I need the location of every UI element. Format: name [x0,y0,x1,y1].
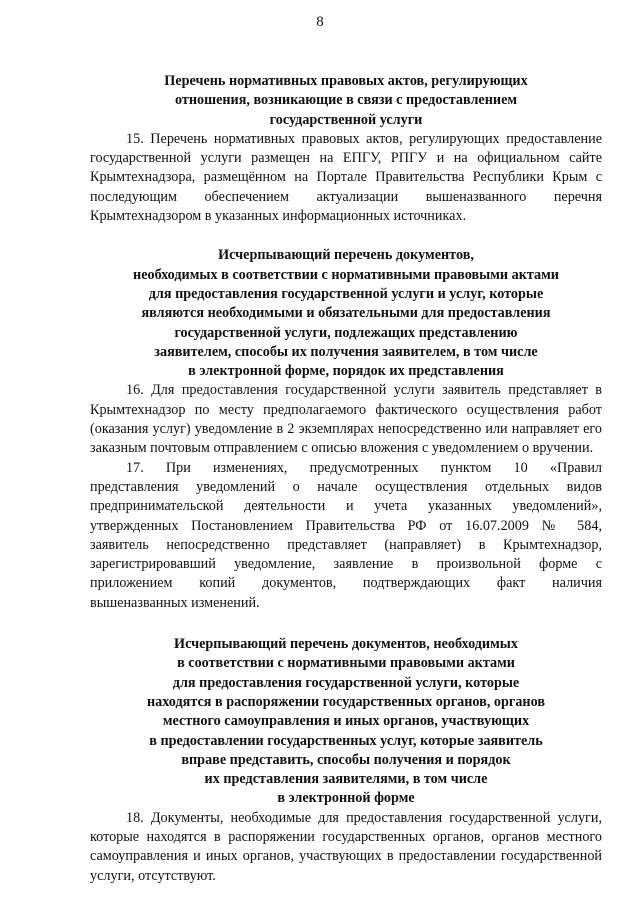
document-body [90,72,602,886]
paragraph-line: приложением копий документов, подтверждающих факт наличия [90,575,602,592]
heading-line: являются необходимыми и обязательными для предоставления [141,305,551,322]
page-number: 8 [316,14,324,30]
heading-line: вправе представить, способы получения и порядок [181,751,511,768]
paragraph-15: 15. Перечень нормативных правовых актов, регулирующих предоставление государственной услуги размещен на ЕПГУ, РПГУ и на официальном сайте Крымтехнадзора, размещённом на Портале Правительства Республики Крым с последующим обеспечением актуализации вышеназванного перечня Крымтехнадзором в указанных информационных источниках. [90,130,602,225]
heading-line: в электронной форме [277,790,415,807]
heading-line: в соответствии с нормативными правовыми актами [177,655,515,672]
heading-line: для предоставления государственной услуги и услуг, которые [148,285,544,302]
paragraph-line: 17. При изменениях, предусмотренных пунктом 10 «Правил [126,459,602,476]
heading-line: их представления заявителями, в том числе [204,771,488,788]
paragraph-line: вышеназванных изменений. [90,594,260,611]
section-heading-required-documents [90,246,602,381]
section-heading-documents-in-agencies [90,635,602,809]
paragraph-line: зарегистрировавший уведомление, заявление в произвольной форме с [90,556,602,573]
heading-line: Исчерпывающий перечень документов, [218,247,474,264]
paragraph-line: утвержденных Постановлением Правительства РФ от 16.07.2009 № 584, [90,517,602,534]
paragraph-line: заявитель непосредственно представляет (направляет) в Крымтехнадзор, [90,536,602,553]
paragraph-line: представления уведомлений о начале осуществления отдельных видов [90,478,602,495]
heading-line: для предоставления государственной услуги, которые [172,674,520,691]
paragraph-17 [90,459,602,613]
heading-line: Исчерпывающий перечень документов, необходимых [174,636,518,653]
heading-line: в предоставлении государственных услуг, которые заявитель [149,732,543,749]
heading-line: в электронной форме, порядок их представления [188,363,504,380]
paragraph-16: 16. Для предоставления государственной услуги заявитель представляет в Крымтехнадзор по месту предполагаемого фактического осуществления работ (оказания услуг) уведомление в 2 экземплярах непосредственно или направляет его заказным почтовым отправлением с описью вложения с уведомлением о вручении. [90,382,602,457]
heading-line: местного самоуправления и иных органов, участвующих [162,713,530,730]
heading-line: находятся в распоряжении государственных органов, органов [146,693,546,710]
heading-line: Перечень нормативных правовых актов, регулирующих [164,73,528,89]
heading-line: государственной услуги [269,111,423,128]
heading-line: заявителем, способы их получения заявителем, в том числе [154,343,538,360]
paragraph-18: 18. Документы, необходимые для предоставления государственной услуги, которые находятся в распоряжении государственных органов, органов местного самоуправления и иных органов, участвующих в предоставлении государственной услуги, отсутствуют. [90,809,602,884]
section-heading-legal-acts [90,72,602,130]
paragraph-line: предпринимательской деятельности и учета указанных уведомлений», [90,498,602,515]
heading-line: государственной услуги, подлежащих представлению [174,324,518,341]
heading-line: необходимых в соответствии с нормативными правовыми актами [133,266,559,283]
heading-line: отношения, возникающие в связи с предоставлением [174,92,518,109]
